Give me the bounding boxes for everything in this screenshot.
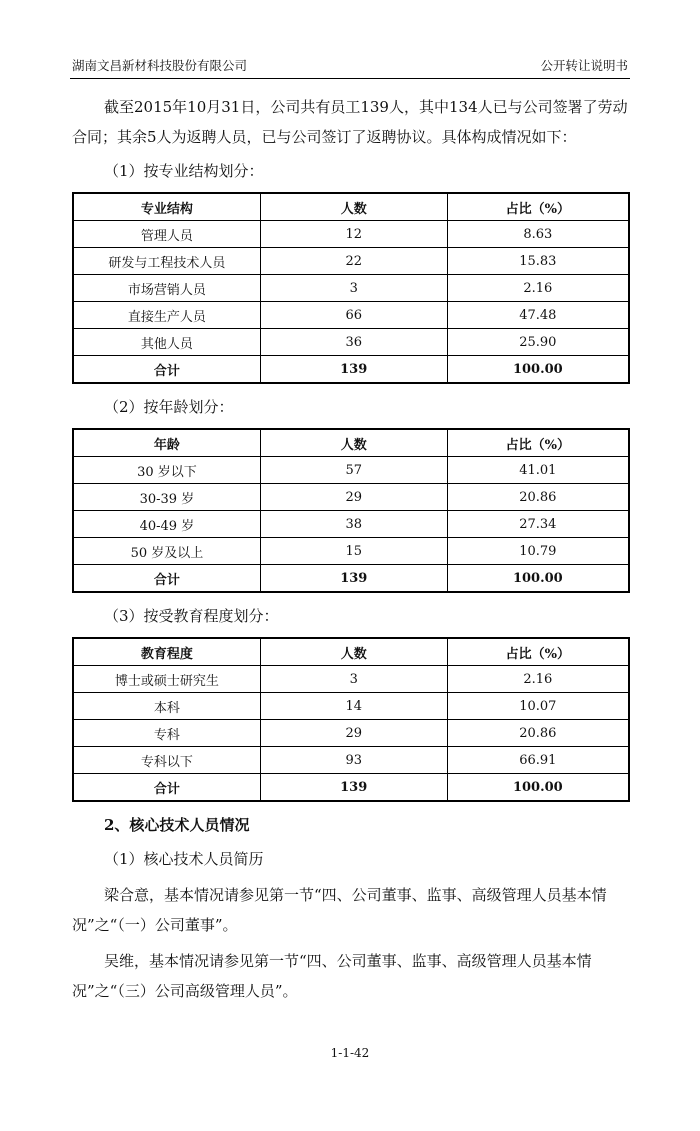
table-cell: 专科	[73, 720, 260, 747]
table-cell: 专科以下	[73, 747, 260, 774]
education-table	[72, 637, 630, 802]
table-cell: 20.86	[447, 484, 629, 511]
table-cell: 3	[260, 275, 447, 302]
table-header-row	[73, 429, 629, 457]
table-cell: 40-49 岁	[73, 511, 260, 538]
table-cell: 15	[260, 538, 447, 565]
table-cell: 100.00	[447, 565, 629, 593]
table-cell: 10.07	[447, 693, 629, 720]
table-cell: 41.01	[447, 457, 629, 484]
table-row	[73, 329, 629, 356]
table-cell: 57	[260, 457, 447, 484]
table-row	[73, 484, 629, 511]
table-cell: 139	[260, 565, 447, 593]
table-cell: 25.90	[447, 329, 629, 356]
table-cell: 其他人员	[73, 329, 260, 356]
table-cell: 38	[260, 511, 447, 538]
table-cell: 本科	[73, 693, 260, 720]
table-total-row	[73, 356, 629, 384]
header-cell: 占比（%）	[447, 638, 629, 666]
table-header-row	[73, 193, 629, 221]
table-cell: 50 岁及以上	[73, 538, 260, 565]
table-row	[73, 747, 629, 774]
table-cell: 博士或硕士研究生	[73, 666, 260, 693]
table-cell: 66.91	[447, 747, 629, 774]
table-cell: 8.63	[447, 221, 629, 248]
table-cell: 27.34	[447, 511, 629, 538]
table-total-row	[73, 565, 629, 593]
section1-title: （1）按专业结构划分：	[104, 162, 264, 180]
header-cell: 占比（%）	[447, 193, 629, 221]
table-row	[73, 221, 629, 248]
core-tech-subheading: （1）核心技术人员简历	[104, 850, 264, 868]
table-row	[73, 666, 629, 693]
table-row	[73, 457, 629, 484]
header-doc-title: 公开转让说明书	[540, 58, 628, 73]
table-row	[73, 275, 629, 302]
header-cell: 专业结构	[73, 193, 260, 221]
table-cell: 2.16	[447, 666, 629, 693]
table-header-row	[73, 638, 629, 666]
header-cell: 人数	[260, 638, 447, 666]
table-cell: 36	[260, 329, 447, 356]
table-cell: 2.16	[447, 275, 629, 302]
table-cell: 市场营销人员	[73, 275, 260, 302]
header-cell: 教育程度	[73, 638, 260, 666]
table-cell: 22	[260, 248, 447, 275]
profession-table	[72, 192, 630, 384]
table-row	[73, 538, 629, 565]
table-cell: 30 岁以下	[73, 457, 260, 484]
section3-title: （3）按受教育程度划分：	[104, 607, 279, 625]
table-cell: 30-39 岁	[73, 484, 260, 511]
age-table	[72, 428, 630, 593]
header-cell: 人数	[260, 193, 447, 221]
header-cell: 年龄	[73, 429, 260, 457]
table-row	[73, 302, 629, 329]
section2-title: （2）按年龄划分：	[104, 398, 234, 416]
table-row	[73, 511, 629, 538]
table-cell: 直接生产人员	[73, 302, 260, 329]
table-cell: 合计	[73, 356, 260, 384]
header-cell: 人数	[260, 429, 447, 457]
page-header	[70, 50, 630, 79]
table-cell: 100.00	[447, 774, 629, 802]
table-row	[73, 720, 629, 747]
header-cell: 占比（%）	[447, 429, 629, 457]
table-cell: 10.79	[447, 538, 629, 565]
table-row	[73, 248, 629, 275]
table-cell: 15.83	[447, 248, 629, 275]
table-cell: 3	[260, 666, 447, 693]
bio-paragraph-liang: 梁合意，基本情况请参见第一节“四、公司董事、监事、高级管理人员基本情况”之“（一）公司董事”。	[72, 886, 607, 934]
table-cell: 12	[260, 221, 447, 248]
table-cell: 47.48	[447, 302, 629, 329]
table-cell: 管理人员	[73, 221, 260, 248]
table-cell: 研发与工程技术人员	[73, 248, 260, 275]
table-total-row	[73, 774, 629, 802]
intro-paragraph: 截至2015年10月31日，公司共有员工139人，其中134人已与公司签署了劳动合同；其余5人为返聘人员，已与公司签订了返聘协议。具体构成情况如下：	[72, 98, 628, 146]
table-cell: 100.00	[447, 356, 629, 384]
header-company: 湖南文昌新材科技股份有限公司	[72, 58, 248, 73]
page-number: 1-1-42	[330, 1046, 370, 1060]
core-tech-heading: 2、核心技术人员情况	[104, 816, 250, 834]
table-cell: 29	[260, 720, 447, 747]
table-cell: 20.86	[447, 720, 629, 747]
table-cell: 139	[260, 356, 447, 384]
page-content	[72, 92, 630, 1006]
table-cell: 合计	[73, 774, 260, 802]
table-cell: 139	[260, 774, 447, 802]
table-cell: 93	[260, 747, 447, 774]
table-row	[73, 693, 629, 720]
table-cell: 合计	[73, 565, 260, 593]
table-cell: 14	[260, 693, 447, 720]
table-cell: 66	[260, 302, 447, 329]
bio-paragraph-wu: 吴维，基本情况请参见第一节“四、公司董事、监事、高级管理人员基本情况”之“（三）公司高级管理人员”。	[72, 952, 592, 1000]
table-cell: 29	[260, 484, 447, 511]
